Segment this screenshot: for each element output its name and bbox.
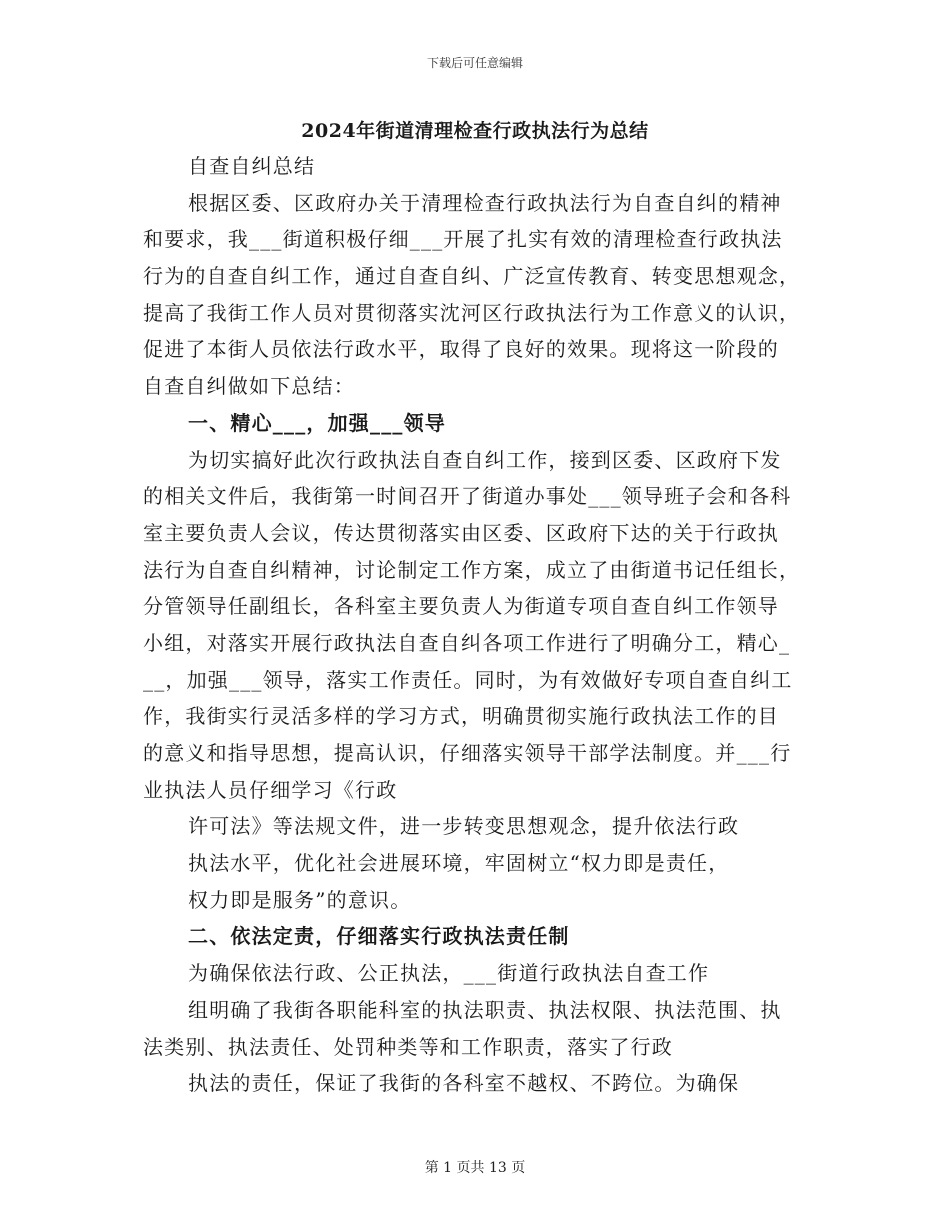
body-line: 自查自纠做如下总结：	[143, 374, 355, 399]
body-line: 提高了我街工作人员对贯彻落实沈河区行政执法行为工作意义的认识，	[143, 300, 801, 325]
body-line: 行为的自查自纠工作，通过自查自纠、广泛宣传教育、转变思想观念，	[143, 264, 801, 289]
body-line: 许可法》等法规文件，进一步转变思想观念，提升依法行政	[188, 814, 740, 839]
body-line: 分管领导任副组长，各科室主要负责人为街道专项自查自纠工作领导	[143, 594, 779, 619]
body-line: 组明确了我街各职能科室的执法职责、执法权限、执法范围、执	[188, 997, 782, 1022]
body-line: 促进了本街人员依法行政水平，取得了良好的效果。现将这一阶段的	[143, 337, 779, 362]
body-line: 法类别、执法责任、处罚种类等和工作职责，落实了行政	[143, 1034, 673, 1059]
body-line: 和要求，我___街道积极仔细___开展了扎实有效的清理检查行政执法	[143, 227, 783, 252]
section-heading: 二、依法定责，仔细落实行政执法责任制	[188, 924, 570, 949]
body-line: 的意义和指导思想，提高认识，仔细落实领导干部学法制度。并___行	[143, 741, 792, 765]
body-line: 执法水平，优化社会进展环境，牢固树立“权力即是责任，	[188, 851, 730, 876]
body-line: 为切实搞好此次行政执法自查自纠工作，接到区委、区政府下发	[188, 447, 782, 472]
body-line: 执法的责任，保证了我街的各科室不越权、不跨位。为确保	[188, 1071, 740, 1096]
page-footer: 第 1 页共 13 页	[424, 1160, 526, 1176]
body-line: 作，我街实行灵活多样的学习方式，明确贯彻实施行政执法工作的目	[143, 704, 779, 729]
section-heading: 一、精心___，加强___领导	[188, 410, 446, 435]
document-title: 2024年街道清理检查行政执法行为总结	[301, 120, 649, 142]
body-line: 根据区委、区政府办关于清理检查行政执法行为自查自纠的精神	[188, 190, 782, 215]
body-line: 权力即是服务”的意识。	[188, 887, 412, 912]
body-line: __，加强___领导，落实工作责任。同时，为有效做好专项自查自纠工	[143, 667, 793, 692]
body-line: 室主要负责人会议，传达贯彻落实由区委、区政府下达的关于行政执	[143, 520, 779, 545]
body-line: 法行为自查自纠精神，讨论制定工作方案，成立了由街道书记任组长，	[143, 557, 801, 582]
header-note: 下载后可任意编辑	[426, 56, 523, 70]
document-body	[143, 148, 808, 1102]
body-line: 的相关文件后，我街第一时间召开了街道办事处___领导班子会和各科	[143, 484, 792, 509]
body-line: 为确保依法行政、公正执法，___街道行政执法自查工作	[188, 961, 710, 986]
body-line: 自查自纠总结	[188, 154, 316, 178]
body-line: 小组，对落实开展行政执法自查自纠各项工作进行了明确分工，精心_	[143, 630, 791, 655]
body-line: 业执法人员仔细学习《行政	[143, 777, 398, 802]
